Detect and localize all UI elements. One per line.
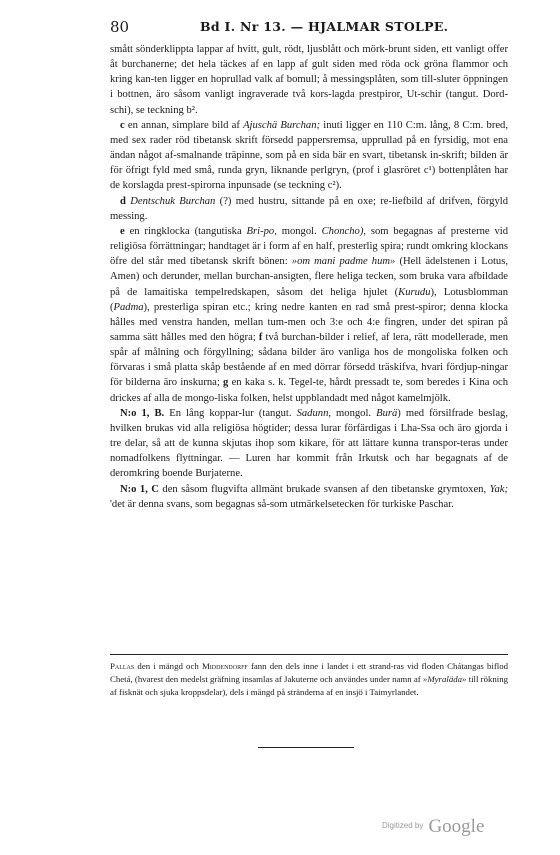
- page-header: [110, 18, 510, 38]
- running-head: Bd I. Nr 13. — HJALMAR STOLPE.: [200, 19, 449, 34]
- google-logo: Google: [428, 816, 485, 837]
- paragraph-text: mongol.: [331, 407, 377, 419]
- paragraph-text: smått sönderklippta lappar af hvitt, gult, rödt, ljusblått och mörk-brunt siden, ett vanligt offer åt burchanerne; det hela täckes af en lapp af gult siden med röda ock gröna flammor och kring kan-ten ligger en hoprullad valk af bomull; å messingsplåten, som till-sluter öppningen i bottnen, äro såsom vanligt ingraverade två kors-lagda prestpiror, Ut-schir (tangut. Dord-schi), se teckning b².: [110, 44, 508, 116]
- italic-term: Kurudu: [398, 286, 431, 298]
- paragraph: [110, 118, 508, 194]
- paragraph-text: (?) med hustru, sittande på en oxe; re-liefbild af drifven, förgyld messing.: [110, 195, 508, 222]
- item-number: N:o 1, C: [120, 483, 159, 495]
- page-number: 80: [110, 18, 130, 36]
- item-letter: d: [120, 195, 126, 207]
- paragraph-text: en ringklocka (tangutiska: [124, 225, 247, 237]
- paragraph: [110, 482, 508, 512]
- paragraph-text: en kaka s. k. Tegel-te, hårdt pressadt te, som beredes i Kina och drickes af alla de mongo-liska folken, helst uppblandadt med något kamelmjölk.: [110, 377, 509, 404]
- footnote-text: den i mängd och: [134, 661, 202, 671]
- italic-term: »Myraläda»: [422, 673, 467, 684]
- footnote: [110, 660, 508, 698]
- author-name: Pallas: [110, 661, 135, 671]
- italic-term: Choncho),: [321, 225, 367, 237]
- footnote-text: till rökning af fisknät och sjuka kroppsdelar), dels i mängd på stränderna af en insjö i Taimyrlandet.: [110, 673, 508, 697]
- italic-term: Bri-po,: [246, 225, 277, 237]
- watermark-caption: Digitized by: [382, 821, 424, 830]
- paragraph-text: (Hell ädelstenen i Lotus, Amen) och derunder, mellan burchan-ansigten, flere heliga tecken, som bruka vara afbildade på de lamaitiska tempelredskapen, såsom det heliga hjulet (: [110, 256, 508, 298]
- main-text: [110, 42, 508, 512]
- paragraph-text: en annan, simplare bild af: [124, 119, 244, 131]
- italic-term: »om mani padme hum»: [291, 256, 396, 268]
- end-divider: [258, 747, 354, 748]
- italic-term: Dentschuk Burchan: [130, 195, 216, 207]
- paragraph-text: två burchan-bilder i relief, af lera, rätt modellerade, men spår af målning och förgyllning; sådana bilder äro vanliga hos de mongoliska folken och förvaras i små platta skåp bestående af en med dörrar försedd träskifva, hvari fördjup-ningar för bilderna äro inskurna;: [110, 331, 509, 389]
- italic-term: Burä: [376, 407, 398, 419]
- italic-term: Padma: [113, 301, 144, 313]
- italic-term: Ajuschä Burchan;: [243, 119, 321, 131]
- paragraph: [110, 42, 508, 118]
- paragraph: [110, 194, 508, 224]
- paragraph-text: den såsom flugvifta allmänt brukade svansen af den tibetanske grymtoxen,: [158, 483, 490, 495]
- italic-term: Sadunn,: [296, 407, 332, 419]
- paragraph-text: En lång koppar-lur (tangut.: [164, 407, 297, 419]
- footnote-divider: [110, 654, 508, 655]
- item-letter: e: [120, 225, 125, 237]
- paragraph-text: som begagnas af presterne vid religiösa förrättningar; handtaget är i form af en half, presterlig spira; rundt omkring klockans öfre del står med tibetansk skrift bönen:: [110, 225, 508, 268]
- paragraph-text: ), Lotusblomman (: [110, 286, 508, 313]
- italic-term: Yak;: [489, 483, 509, 495]
- paragraph-text: inuti ligger en 110 C:m. lång, 8 C:m. bred, med sex rader röd tibetansk skrift försedd pappersremsa, upprullad på en fyrsidig, mot ena ändan något af-smalnande träpinne, som på en sida bär en svart, tibetansk in-skrift; bilden är för öfrigt fyld med små, runda gryn, liknande perlgryn, (prof i glasröret c¹) bottenplåten har de korslagda prest-spirorna inpunsade (se teckning c²).: [110, 119, 508, 192]
- item-letter: c: [120, 119, 125, 131]
- paragraph-text: mongol.: [276, 225, 322, 237]
- paragraph-text: ) med försilfrade beslag, hvilken brukas vid alla religiösa högtider; dessa lurar förfärdigas i Lha-Ssa och äro gjorda i tre delar, så att de kunna skjutas ihop som kikare, för att lättare kunna transpor-teras under nomadfolkens flyttningar. — Luren har kommit från Irkutsk och har begagnats af de deromkring boende Burjaterne.: [110, 407, 509, 480]
- paragraph: [110, 224, 508, 406]
- paragraph-text: 'det är denna svans, som begagnas så-som utmärkelsetecken för turkiske Paschar.: [110, 498, 454, 510]
- item-letter: f: [258, 331, 263, 343]
- author-name: Middendorff: [201, 661, 248, 671]
- footnote-text: fann den dels inne i landet i ett strand-ras vid floden Chátangas biflod Chetá, (hvarest den medelst gräfning insamlas af Jakuterne och användes under namn af: [110, 661, 508, 684]
- digitized-watermark: [382, 816, 502, 838]
- item-number: N:o 1, B.: [120, 407, 165, 419]
- paragraph: [110, 406, 508, 482]
- paragraph-text: ), presterliga spiran etc.; kring nedre kanten en rad små prest-spiror; denna klocka hålles med venstra handen, mellan tum-men och 3:e och 4:e fingren, under det spiran på samma sätt hålles med den högra;: [110, 301, 508, 343]
- item-letter: g: [223, 377, 229, 389]
